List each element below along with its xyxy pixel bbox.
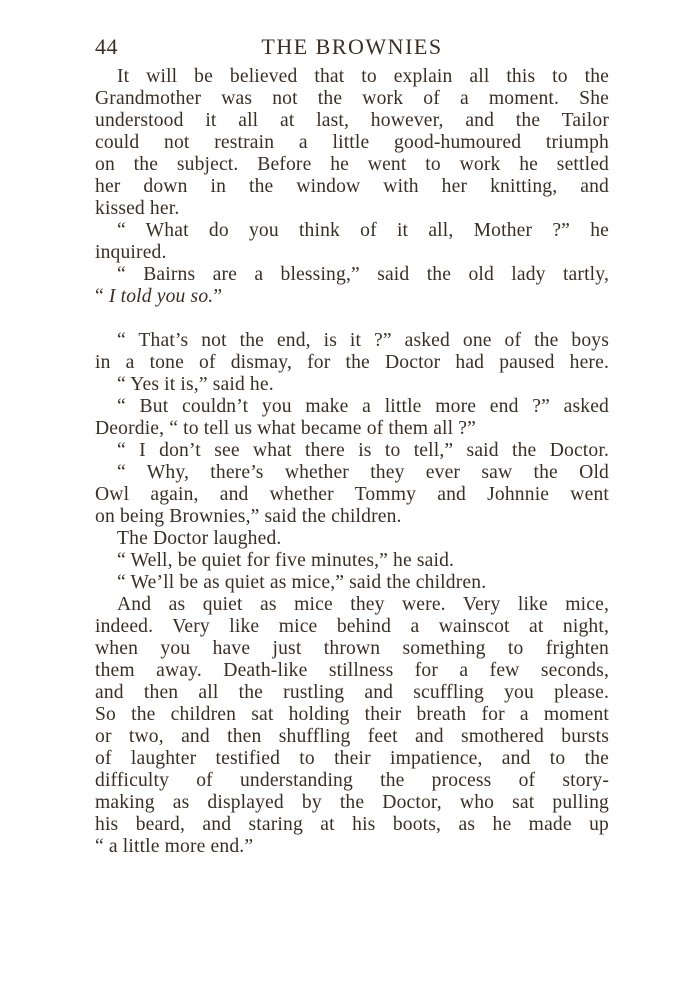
text-line: It will be believed that to explain all this to the: [117, 66, 609, 87]
text-line: Grandmother was not the work of a moment. She: [95, 88, 609, 109]
text-line: understood it all at last, however, and the Tailor: [95, 110, 609, 131]
text-line: “ a little more end.”: [95, 836, 254, 857]
text-line-suffix: ”: [213, 286, 223, 307]
text-line: “ Well, be quiet for five minutes,” he said.: [117, 550, 455, 571]
text-line: them away. Death-like stillness for a few seconds,: [95, 660, 609, 681]
text-line: “ We’ll be as quiet as mice,” said the children.: [117, 572, 487, 593]
text-line: or two, and then shuffling feet and smothered bursts: [95, 726, 609, 747]
page-header: [95, 30, 609, 66]
text-line: difficulty of understanding the process of story-: [95, 770, 609, 791]
text-line: inquired.: [95, 242, 167, 263]
text-line: on being Brownies,” said the children.: [95, 506, 402, 527]
text-line: [95, 286, 609, 308]
text-line: indeed. Very like mice behind a wainscot at night,: [95, 616, 609, 637]
text-line: in a tone of dismay, for the Doctor had paused here.: [95, 352, 609, 373]
text-line: Deordie, “ to tell us what became of them all ?”: [95, 418, 476, 439]
text-line: “ Bairns are a blessing,” said the old lady tartly,: [117, 264, 609, 285]
italic-quote: I told you so.: [108, 286, 214, 307]
text-line: of laughter testified to their impatience, and to the: [95, 748, 609, 769]
body-text: [95, 66, 609, 858]
text-line: her down in the window with her knitting, and: [95, 176, 609, 197]
text-line: when you have just thrown something to frighten: [95, 638, 609, 659]
text-line: “ That’s not the end, is it ?” asked one of the boys: [117, 330, 609, 351]
text-line: “ What do you think of it all, Mother ?” he: [117, 220, 609, 241]
text-line: Owl again, and whether Tommy and Johnnie went: [95, 484, 609, 505]
paragraph-gap: [95, 308, 609, 330]
running-head: THE BROWNIES: [261, 34, 443, 59]
book-page: [95, 30, 609, 858]
text-line: And as quiet as mice they were. Very like mice,: [117, 594, 609, 615]
text-line: his beard, and staring at his boots, as he made up: [95, 814, 609, 835]
text-line: So the children sat holding their breath for a moment: [95, 704, 609, 725]
text-line: “ I don’t see what there is to tell,” said the Doctor.: [117, 440, 609, 461]
text-line: “ Yes it is,” said he.: [117, 374, 274, 395]
text-line: making as displayed by the Doctor, who sat pulling: [95, 792, 609, 813]
page-number: 44: [95, 34, 118, 59]
text-line: and then all the rustling and scuffling you please.: [95, 682, 609, 703]
text-line: could not restrain a little good-humoured triumph: [95, 132, 609, 153]
text-line: “ Why, there’s whether they ever saw the Old: [117, 462, 609, 483]
text-line: kissed her.: [95, 198, 180, 219]
text-line: “ But couldn’t you make a little more end ?” asked: [117, 396, 609, 417]
text-line-prefix: “: [95, 286, 109, 307]
text-line: on the subject. Before he went to work he settled: [95, 154, 609, 175]
text-line: The Doctor laughed.: [117, 528, 282, 549]
